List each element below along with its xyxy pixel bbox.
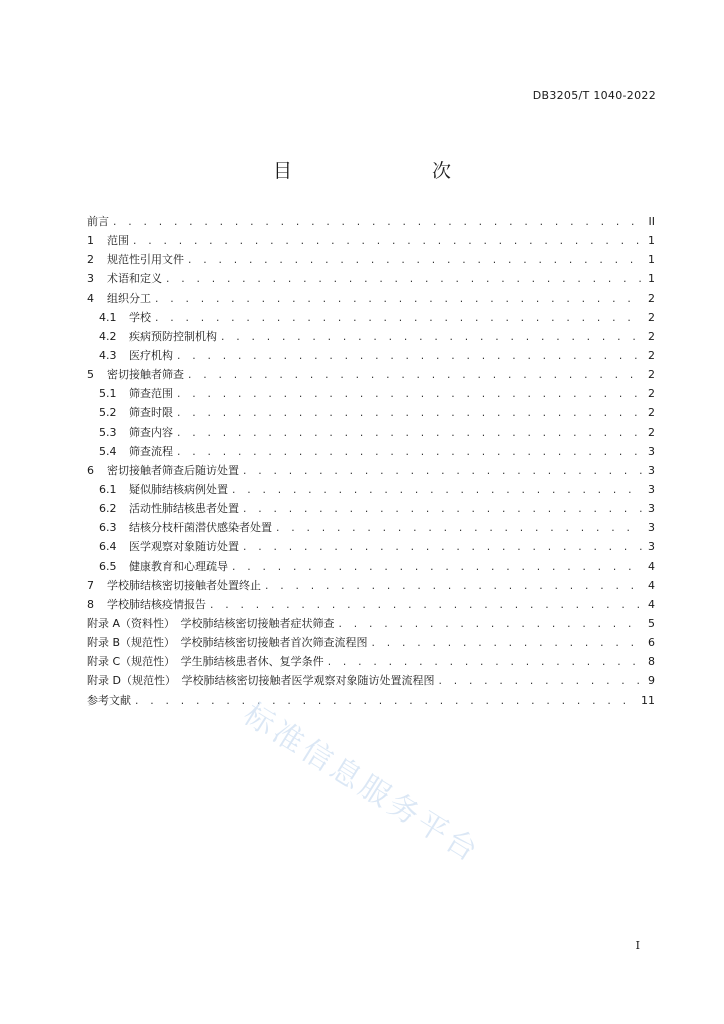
toc-entry[interactable]	[87, 289, 655, 308]
toc-entry[interactable]	[87, 557, 655, 576]
dot-leader	[437, 673, 642, 692]
toc-entry-label	[99, 403, 173, 422]
dot-leader	[231, 559, 642, 578]
toc-entry[interactable]	[87, 269, 655, 288]
toc-entry-page: 4	[648, 578, 655, 592]
toc-entry-page: 2	[648, 329, 655, 343]
toc-entry-text: 筛查内容	[129, 425, 173, 439]
toc-entry-label	[87, 614, 335, 633]
toc-entry-page: 2	[648, 291, 655, 305]
toc-entry-label	[99, 308, 151, 327]
toc-entry[interactable]	[87, 691, 655, 710]
toc-entry-number: 6.4	[99, 540, 117, 554]
toc-entry-number: 6.5	[99, 559, 117, 573]
toc-entry[interactable]	[87, 308, 655, 327]
toc-entry-text: 密切接触者筛查后随访处置	[107, 463, 239, 477]
toc-entry-label	[87, 269, 162, 288]
toc-entry[interactable]	[87, 633, 655, 652]
toc-entry-text: 学校肺结核密切接触者处置终止	[107, 578, 261, 592]
toc-entry-number: 3	[87, 272, 94, 286]
toc-entry-label	[99, 499, 239, 518]
dot-leader	[165, 271, 642, 290]
toc-entry[interactable]	[87, 403, 655, 422]
toc-entry-number: 5.1	[99, 387, 117, 401]
page-title: 目 次	[272, 160, 485, 182]
toc-entry-page: 3	[648, 463, 655, 477]
toc-entry-page: 2	[648, 425, 655, 439]
toc-entry-label	[87, 595, 206, 614]
toc-entry-label	[87, 212, 109, 231]
toc-entry-page: 11	[641, 693, 655, 707]
toc-entry-label	[87, 250, 184, 269]
toc-entry-text: 结核分枝杆菌潜伏感染者处置	[129, 521, 272, 535]
toc-entry-number: 6.3	[99, 521, 117, 535]
toc-entry-page: 2	[648, 406, 655, 420]
toc-entry-number: 6.1	[99, 482, 117, 496]
toc-entry-page: 3	[648, 482, 655, 496]
toc-entry-page: 3	[648, 444, 655, 458]
toc-entry-label	[99, 384, 173, 403]
dot-leader	[187, 367, 642, 386]
toc-entry[interactable]	[87, 442, 655, 461]
toc-entry-number: 4.2	[99, 329, 117, 343]
dot-leader	[209, 597, 642, 616]
toc-entry-label	[99, 480, 228, 499]
toc-entry-text: 活动性肺结核患者处置	[129, 502, 239, 516]
toc-entry-label	[87, 289, 151, 308]
toc-entry-page: 2	[648, 348, 655, 362]
toc-entry-page: 2	[648, 387, 655, 401]
toc-entry-label	[87, 576, 261, 595]
toc-entry-text: 疾病预防控制机构	[129, 329, 217, 343]
toc-entry[interactable]	[87, 365, 655, 384]
toc-entry-text: 参考文献	[87, 693, 131, 707]
toc-entry-text: 规范性引用文件	[107, 253, 184, 267]
dot-leader	[242, 501, 642, 520]
page-number: I	[635, 939, 640, 952]
toc-entry-text: 筛查时限	[129, 406, 173, 420]
toc-entry-text: 筛查范围	[129, 387, 173, 401]
toc-entry-number: 7	[87, 578, 94, 592]
toc-entry[interactable]	[87, 461, 655, 480]
toc-entry-text: 附录 C（规范性） 学生肺结核患者休、复学条件	[87, 655, 324, 669]
dot-leader	[154, 291, 642, 310]
dot-leader	[176, 348, 642, 367]
toc-entry-page: 3	[648, 540, 655, 554]
toc-entry-page: 3	[648, 521, 655, 535]
toc-entry-number: 4	[87, 291, 94, 305]
toc-entry[interactable]	[87, 595, 655, 614]
toc-entry-text: 学校	[129, 310, 151, 324]
toc-entry[interactable]	[87, 614, 655, 633]
toc-entry-number: 5	[87, 368, 94, 382]
toc-entry-text: 附录 A（资料性） 学校肺结核密切接触者症状筛查	[87, 616, 335, 630]
toc-entry-number: 1	[87, 234, 94, 248]
toc-entry-text: 疑似肺结核病例处置	[129, 482, 228, 496]
toc-entry-text: 医疗机构	[129, 348, 173, 362]
toc-entry-label	[99, 557, 228, 576]
toc-entry[interactable]	[87, 499, 655, 518]
toc-entry-number: 4.3	[99, 348, 117, 362]
toc-entry-page: 4	[648, 597, 655, 611]
toc-entry-page: 6	[648, 636, 655, 650]
toc-entry-text: 组织分工	[107, 291, 151, 305]
dot-leader	[220, 329, 642, 348]
dot-leader	[134, 693, 638, 712]
dot-leader	[275, 520, 642, 539]
toc-entry-text: 学校肺结核疫情报告	[107, 597, 206, 611]
toc-entry-number: 5.2	[99, 406, 117, 420]
toc-entry-number: 6	[87, 463, 94, 477]
dot-leader	[231, 482, 642, 501]
dot-leader	[176, 425, 642, 444]
standard-code: DB3205/T 1040-2022	[532, 89, 656, 102]
toc-entry-page: 1	[648, 234, 655, 248]
toc-entry-label	[99, 346, 173, 365]
dot-leader	[187, 252, 642, 271]
toc-entry-number: 2	[87, 253, 94, 267]
toc-entry-label	[99, 537, 239, 556]
toc-entry[interactable]	[87, 346, 655, 365]
toc-entry[interactable]	[87, 652, 655, 671]
toc-entry-label	[99, 327, 217, 346]
toc-entry-text: 术语和定义	[107, 272, 162, 286]
dot-leader	[371, 635, 642, 654]
toc-entry[interactable]	[87, 518, 655, 537]
toc-entry-label	[87, 461, 239, 480]
dot-leader	[112, 214, 642, 233]
toc-entry[interactable]	[87, 423, 655, 442]
toc-entry-label	[87, 652, 324, 671]
dot-leader	[242, 463, 642, 482]
toc-entry[interactable]	[87, 537, 655, 556]
toc-entry-page: 8	[648, 655, 655, 669]
toc-entry-label	[87, 671, 434, 690]
toc-entry-page: 9	[648, 674, 655, 688]
toc-entry-page: 2	[648, 368, 655, 382]
toc-entry-label	[99, 423, 173, 442]
dot-leader	[176, 444, 642, 463]
toc-entry-text: 密切接触者筛查	[107, 368, 184, 382]
toc-entry-label	[99, 442, 173, 461]
toc-entry-number: 5.3	[99, 425, 117, 439]
dot-leader	[132, 233, 642, 252]
toc-entry-label	[87, 231, 129, 250]
toc-entry[interactable]	[87, 212, 655, 231]
dot-leader	[154, 310, 642, 329]
toc-entry[interactable]	[87, 231, 655, 250]
toc-entry-text: 前言	[87, 215, 109, 228]
toc-entry-number: 6.2	[99, 502, 117, 516]
toc-entry[interactable]	[87, 576, 655, 595]
toc-entry-text: 医学观察对象随访处置	[129, 540, 239, 554]
toc-entry-page: 1	[648, 272, 655, 286]
toc-entry[interactable]	[87, 327, 655, 346]
toc-entry-page: 2	[648, 310, 655, 324]
toc-entry-label	[87, 365, 184, 384]
toc-entry[interactable]	[87, 384, 655, 403]
dot-leader	[176, 386, 642, 405]
dot-leader	[264, 578, 642, 597]
toc-entry-number: 5.4	[99, 444, 117, 458]
toc-entry[interactable]	[87, 671, 655, 690]
dot-leader	[176, 405, 642, 424]
toc-entry-text: 筛查流程	[129, 444, 173, 458]
toc-entry-page: 3	[648, 502, 655, 516]
toc-entry-page: 1	[648, 253, 655, 267]
toc-entry-text: 范围	[107, 234, 129, 248]
toc-entry-label	[87, 633, 368, 652]
toc-entry-number: 8	[87, 597, 94, 611]
dot-leader	[242, 539, 642, 558]
toc-entry[interactable]	[87, 250, 655, 269]
toc-entry-text: 附录 D（规范性） 学校肺结核密切接触者医学观察对象随访处置流程图	[87, 674, 435, 688]
toc-entry-page: 5	[648, 616, 655, 630]
watermark: 标准信息服务平台	[237, 696, 487, 871]
dot-leader	[327, 654, 642, 673]
toc-entry-number: 4.1	[99, 310, 117, 324]
toc-entry-text: 附录 B（规范性） 学校肺结核密切接触者首次筛查流程图	[87, 636, 368, 650]
toc-entry-label	[87, 691, 131, 710]
toc-entry-page: 4	[648, 559, 655, 573]
dot-leader	[338, 616, 642, 635]
toc-entry-text: 健康教育和心理疏导	[129, 559, 228, 573]
toc-entry[interactable]	[87, 480, 655, 499]
toc-entry-label	[99, 518, 272, 537]
table-of-contents	[87, 212, 655, 710]
toc-entry-page: II	[648, 215, 655, 228]
